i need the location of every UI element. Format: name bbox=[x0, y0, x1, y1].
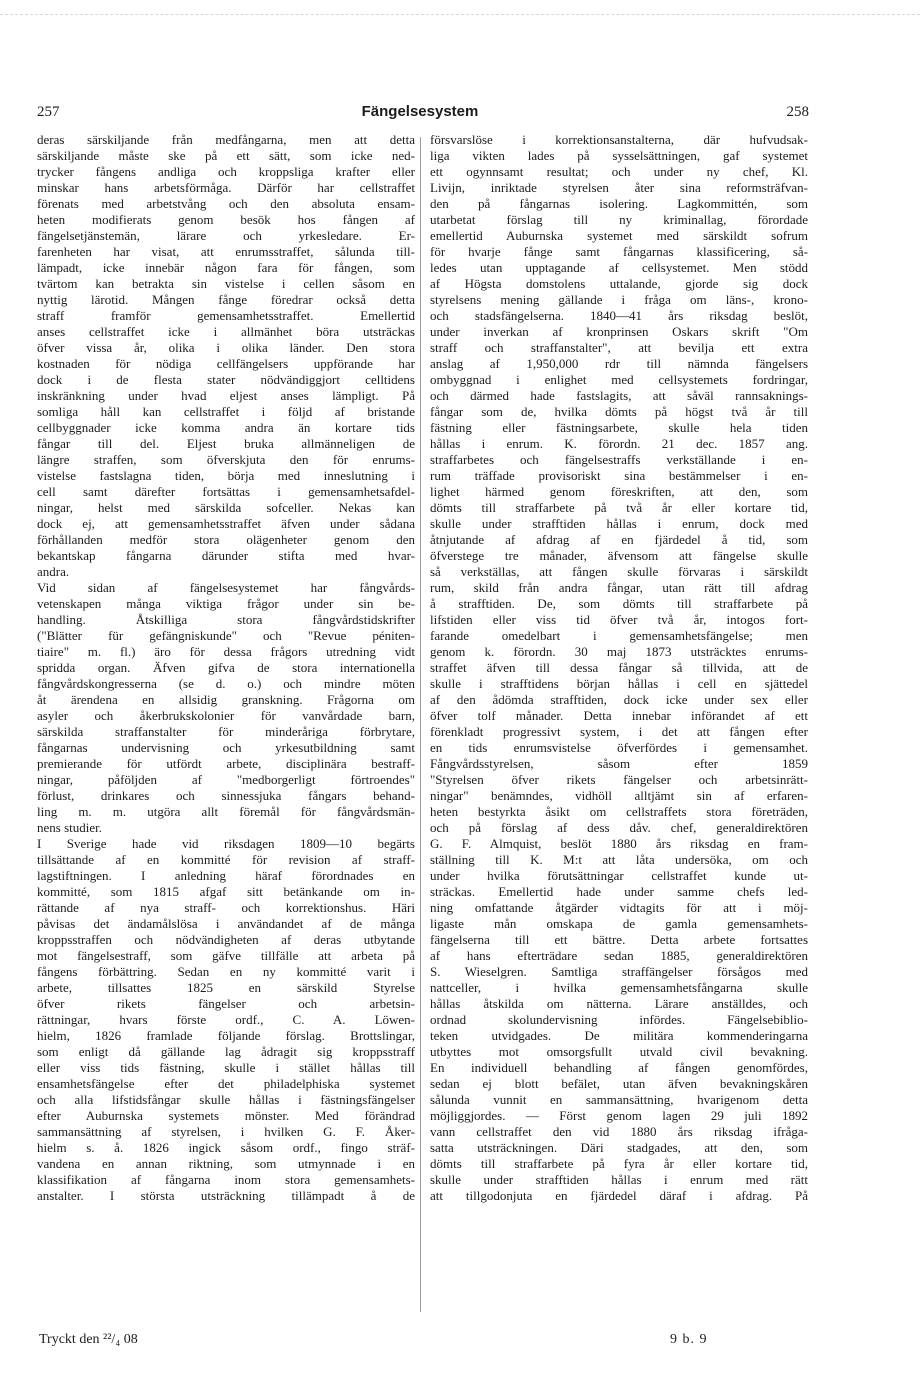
text-line: öfverstege tre månader, äfvensom att fängelse skulle bbox=[430, 548, 808, 563]
page-number-right: 258 bbox=[786, 104, 809, 120]
text-line: öfver vissa år, olika i olika länder. Den stora bbox=[37, 340, 415, 355]
text-line: sammansättning af styrelsen, i hvilken G. F. Åker- bbox=[37, 1124, 415, 1139]
text-line: möjliggjordes. — Först genom lagen 29 juli 1892 bbox=[430, 1108, 808, 1123]
text-line: ning omfattande åtgärder vidtagits för att i möj- bbox=[430, 900, 808, 915]
text-line: ling m. m. utgöra allt föremål för fångvårdsmän- bbox=[37, 804, 415, 819]
text-line: ningar, påföljden af "medborgerligt förtroendes" bbox=[37, 772, 415, 787]
text-line: försvarslöse i korrektionsanstalterna, där hufvudsak- bbox=[430, 132, 808, 147]
text-line: vistelse fastslagna tiden, börja med inneslutning i bbox=[37, 468, 415, 483]
text-line: och därmed hade fastslagits, att såväl rannsaknings- bbox=[430, 388, 808, 403]
text-line: nattceller, i hvilka gemensamhetsfångarna skulle bbox=[430, 980, 808, 995]
text-line: fängelserna till ett bättre. Detta arbete fortsattes bbox=[430, 932, 808, 947]
text-line: fångar som de, hvilka dömts på högst två år till bbox=[430, 404, 808, 419]
text-line: af den ådömda strafftiden, dock icke under sex eller bbox=[430, 692, 808, 707]
text-line: mot fängelsestraff, som gäfve tillfälle att arbeta på bbox=[37, 948, 415, 963]
text-line: sträckas. Emellertid hade under samme chefs led- bbox=[430, 884, 808, 899]
text-line: kommitté, som 1815 afgaf sitt betänkande om in- bbox=[37, 884, 415, 899]
text-line: att tillgodonjuta en fjärdedel däraf i afdrag. På bbox=[430, 1188, 808, 1203]
text-line: hielm s. å. 1826 ingick såsom ordf., fingo sträf- bbox=[37, 1140, 415, 1155]
text-line: längre straffen, som öfverskjuta den för enrums- bbox=[37, 452, 415, 467]
text-line: fångar till del. Eljest bruka allmänneligen de bbox=[37, 436, 415, 451]
text-line: fångvårdskongresserna (se d. o.) och mindre möten bbox=[37, 676, 415, 691]
text-line: hielm, 1826 framlade följande förslag. Brottslingar, bbox=[37, 1028, 415, 1043]
text-line: rum, skild från andra fångar, utan rätt till afdrag bbox=[430, 580, 808, 595]
text-line: fångens förbättring. Sedan en ny kommitté varit i bbox=[37, 964, 415, 979]
text-line: anstalter. I största utsträckning tillämpadt å de bbox=[37, 1188, 415, 1203]
text-line: en tids enrumsvistelse öfverfördes i gemensamhet. bbox=[430, 740, 808, 755]
text-line: minskar hans arbetsförmåga. Därför har cellstraffet bbox=[37, 180, 415, 195]
text-line: dock ej, att gemensamhetsstraffet äfven under sådana bbox=[37, 516, 415, 531]
text-line: och stadsfängelserna. 1840—41 års riksdag beslöt, bbox=[430, 308, 808, 323]
text-line: rum träffade provisoriskt sina bestämmelser i en- bbox=[430, 468, 808, 483]
text-line: trycker fångens andliga och kroppsliga krafter eller bbox=[37, 164, 415, 179]
text-line: liga vikten lades på sysselsättningen, gaf systemet bbox=[430, 148, 808, 163]
text-line: S. Wieselgren. Samtliga straffängelser försågos med bbox=[430, 964, 808, 979]
text-line: lifstiden eller viss tid öfver två år, intogos fort- bbox=[430, 612, 808, 627]
text-line: tvärtom kan betrakta sin vistelse i cellen såsom en bbox=[37, 276, 415, 291]
text-line: särskiljande måste ske på ett sätt, som icke ned- bbox=[37, 148, 415, 163]
text-line: spridda organ. Äfven gifva de stora internationella bbox=[37, 660, 415, 675]
text-line: öfver tolf månader. Detta innebar införandet af ett bbox=[430, 708, 808, 723]
text-line: under hvilka förutsättningar cellstraffet kunde ut- bbox=[430, 868, 808, 883]
text-line: ningar, helst med särskilda sofceller. Nekas kan bbox=[37, 500, 415, 515]
text-line: satta utsträckningen. Däri stadgades, att den, som bbox=[430, 1140, 808, 1155]
text-line: förenkladt progressivt system, i det att fången efter bbox=[430, 724, 808, 739]
text-line: som enligt då gällande lag ådragit sig kroppsstraff bbox=[37, 1044, 415, 1059]
text-line: Fångvårdsstyrelsen, såsom efter 1859 bbox=[430, 756, 808, 771]
text-line: premierande för utfördt arbete, disciplinära bestraff- bbox=[37, 756, 415, 771]
text-line: förhållanden medför stora olägenheter genom den bbox=[37, 532, 415, 547]
text-line: vandena en annan riktning, som utmynnade i en bbox=[37, 1156, 415, 1171]
text-line: sålunda vunnit en sammansättning, hvarigenom detta bbox=[430, 1092, 808, 1107]
text-line: dömts till straffarbete på fyra år eller kortare tid, bbox=[430, 1156, 808, 1171]
text-line: ensamhetsfängelse efter det philadelphiska systemet bbox=[37, 1076, 415, 1091]
text-line: straff framför gemensamhetsstraffet. Emellertid bbox=[37, 308, 415, 323]
text-line: teken utvidgades. De militära kommenderingarna bbox=[430, 1028, 808, 1043]
text-line: skulle i strafftidens början hållas i cell en sjättedel bbox=[430, 676, 808, 691]
left-text-column bbox=[37, 132, 415, 1204]
text-line: ligaste mån omskapa de gamla gemensamhets- bbox=[430, 916, 808, 931]
text-line: heten bestyrkta åsikt om cellstraffets stora företräden, bbox=[430, 804, 808, 819]
text-line: lagstiftningen. I anledning häraf förordnades en bbox=[37, 868, 415, 883]
page-number-left: 257 bbox=[37, 104, 60, 120]
text-line: nyttig lärotid. Mången fånge föredrar också detta bbox=[37, 292, 415, 307]
text-line: förlust, drinkares och sinnessjuka fångars behand- bbox=[37, 788, 415, 803]
text-line: åtnjutande af afdrag af en fjärdedel å tid, som bbox=[430, 532, 808, 547]
text-line: af hans efterträdare sedan 1885, generaldirektören bbox=[430, 948, 808, 963]
text-line: och alla lifstidsfångar skulle hållas i fästningsfängelser bbox=[37, 1092, 415, 1107]
text-line: lighet härmed genom föreskriften, att den, som bbox=[430, 484, 808, 499]
text-line: vetenskapen många viktiga frågor under sin be- bbox=[37, 596, 415, 611]
text-line: rättande af nya straff- och korrektionshus. Häri bbox=[37, 900, 415, 915]
text-line: kroppsstraffen och nödvändigheten af deras utbytande bbox=[37, 932, 415, 947]
text-line: påvisas det ändamålslösa i användandet af de många bbox=[37, 916, 415, 931]
text-line: "Styrelsen öfver rikets fängelser och arbetsinrätt- bbox=[430, 772, 808, 787]
text-line: kostnaden för nödiga cellfängelsers uppförande har bbox=[37, 356, 415, 371]
text-line: ningar" benämndes, vidhöll alltjämt sin af erfaren- bbox=[430, 788, 808, 803]
text-line: En individuell behandling af fången genomfördes, bbox=[430, 1060, 808, 1075]
text-line: straffarbetes och fängelsestraffs verkställande i en- bbox=[430, 452, 808, 467]
text-line: lämpadt, icke innebär någon fara för fången, som bbox=[37, 260, 415, 275]
text-line: asyler och åkerbrukskolonier för vanvårdade barn, bbox=[37, 708, 415, 723]
text-line: förenats med arbetstvång och den absoluta ensam- bbox=[37, 196, 415, 211]
text-line: dock i de flesta stater nödvändiggjort celltidens bbox=[37, 372, 415, 387]
text-line: I Sverige hade vid riksdagen 1809—10 begärts bbox=[37, 836, 415, 851]
right-text-column bbox=[430, 132, 808, 1204]
text-line: fångarnas undervisning och yrkesutbildning samt bbox=[37, 740, 415, 755]
text-line: så verkställas, att fången skulle förvaras i särskildt bbox=[430, 564, 808, 579]
text-line: straffet äfven till dessa fångar så tillvida, att de bbox=[430, 660, 808, 675]
text-line: rättningar, hvars förste ordf., C. A. Löwen- bbox=[37, 1012, 415, 1027]
text-line: under inverkan af kronprinsen Oskars skrift "Om bbox=[430, 324, 808, 339]
text-line: ett ogynnsamt resultat; och under ny chef, Kl. bbox=[430, 164, 808, 179]
text-line: ledes utan upptagande af cellsystemet. Men stödd bbox=[430, 260, 808, 275]
text-line: farenheten har visat, att enrumsstraffet, sålunda till- bbox=[37, 244, 415, 259]
text-line: Vid sidan af fängelsesystemet har fångvårds- bbox=[37, 580, 415, 595]
text-line: åt ärendena en allsidig granskning. Frågorna om bbox=[37, 692, 415, 707]
text-line: heten modifierats genom besök hos fången af bbox=[37, 212, 415, 227]
text-line: efter Auburnska systemets mönster. Med förändrad bbox=[37, 1108, 415, 1123]
text-line: klassifikation af fångarna inom stora gemensamhets- bbox=[37, 1172, 415, 1187]
text-line: fängelsetjänstemän, lärare och yrkesledare. Er- bbox=[37, 228, 415, 243]
text-line: ställning till K. M:t att låta undersöka, om och bbox=[430, 852, 808, 867]
text-line: nens studier. bbox=[37, 820, 102, 835]
text-line: deras särskiljande från medfångarna, men att detta bbox=[37, 132, 415, 147]
column-divider bbox=[420, 137, 421, 1312]
text-line: genom k. förordn. 30 maj 1873 utsträcktes enrums- bbox=[430, 644, 808, 659]
text-line: och på förslag af dess dåv. chef, generaldirektören bbox=[430, 820, 808, 835]
text-line: anses cellstraffet icke i allmänhet böra utsträckas bbox=[37, 324, 415, 339]
text-line: eller viss tids fästning, skulle i stället hållas till bbox=[37, 1060, 415, 1075]
text-line: G. F. Almquist, beslöt 1880 års riksdag en fram- bbox=[430, 836, 808, 851]
text-line: tillsättande af en kommitté för revision af straff- bbox=[37, 852, 415, 867]
text-line: dömts till straffarbete på två år eller kortare tid, bbox=[430, 500, 808, 515]
text-line: tiaire" m. fl.) äro för dessa frågors utredning vidt bbox=[37, 644, 415, 659]
print-date-note: Tryckt den ²²/₄ 08 bbox=[39, 1332, 138, 1347]
text-line: Livijn, inriktade styrelsen åter sina reformsträfvan- bbox=[430, 180, 808, 195]
text-line: cell samt därefter fortsättas i gemensamhetsafdel- bbox=[37, 484, 415, 499]
text-line: farande omedelbart i gemensamhetsfängelse; men bbox=[430, 628, 808, 643]
text-line: å strafftiden. De, som dömts till straffarbete på bbox=[430, 596, 808, 611]
text-line: den på fångarnas isolering. Lagkommittén, som bbox=[430, 196, 808, 211]
text-line: styrelsens mening gällande i fråga om läns-, krono- bbox=[430, 292, 808, 307]
top-scan-edge bbox=[0, 14, 920, 15]
text-line: emellertid Auburnska systemet med särskildt sofrum bbox=[430, 228, 808, 243]
text-line: ordnad skolundervisning infördes. Fängelsebiblio- bbox=[430, 1012, 808, 1027]
text-line: cellbyggnader icke komma andra än kortare tids bbox=[37, 420, 415, 435]
text-line: inskränkning under hvad eljest anses lämpligt. På bbox=[37, 388, 415, 403]
text-line: utbyttes mot omsorgsfullt utvald civil bevakning. bbox=[430, 1044, 808, 1059]
text-line: af Högsta domstolens uttalande, gjorde sig dock bbox=[430, 276, 808, 291]
text-line: sedan ej blott befälet, utan äfven bevakningskåren bbox=[430, 1076, 808, 1091]
text-line: hållas åtskilda om nätterna. Lärare anställdes, och bbox=[430, 996, 808, 1011]
text-line: bekantskap fångarna därunder stifta med hvar- bbox=[37, 548, 415, 563]
text-line: somliga håll kan cellstraffet i följd af bristande bbox=[37, 404, 415, 419]
text-line: arbete, tillsattes 1825 en särskild Styrelse bbox=[37, 980, 415, 995]
text-line: fästning eller fästningsarbete, skulle hela tiden bbox=[430, 420, 808, 435]
text-line: handling. Åtskilliga stora fångvårdstidskrifter bbox=[37, 612, 415, 627]
running-title: Fängelsesystem bbox=[361, 103, 479, 120]
text-line: ("Blätter für gefängniskunde" och "Revue péniten- bbox=[37, 628, 415, 643]
text-line: ombyggnad i enlighet med cellsystemets fordringar, bbox=[430, 372, 808, 387]
text-line: vann cellstraffet den vid 1880 års riksdag ifråga- bbox=[430, 1124, 808, 1139]
text-line: anslag af 1,950,000 rdr till nämnda fängelsers bbox=[430, 356, 808, 371]
text-line: skulle under strafftiden hållas i enrum med rätt bbox=[430, 1172, 808, 1187]
text-line: straff och straffanstalter", att bevilja ett extra bbox=[430, 340, 808, 355]
text-line: för hvarje fånge samt fångarnas klassificering, så- bbox=[430, 244, 808, 259]
text-line: utarbetat förslag till ny kriminallag, förordade bbox=[430, 212, 808, 227]
text-line: öfver rikets fängelser och arbetsin- bbox=[37, 996, 415, 1011]
text-line: särskilda straffanstalter för minderåriga förbrytare, bbox=[37, 724, 415, 739]
text-line: andra. bbox=[37, 564, 70, 579]
text-line: hållas i enrum. K. förordn. 21 dec. 1857 ang. bbox=[430, 436, 808, 451]
text-line: skulle under strafftiden hållas i enrum, dock med bbox=[430, 516, 808, 531]
signature-mark: 9 b. 9 bbox=[670, 1332, 708, 1347]
